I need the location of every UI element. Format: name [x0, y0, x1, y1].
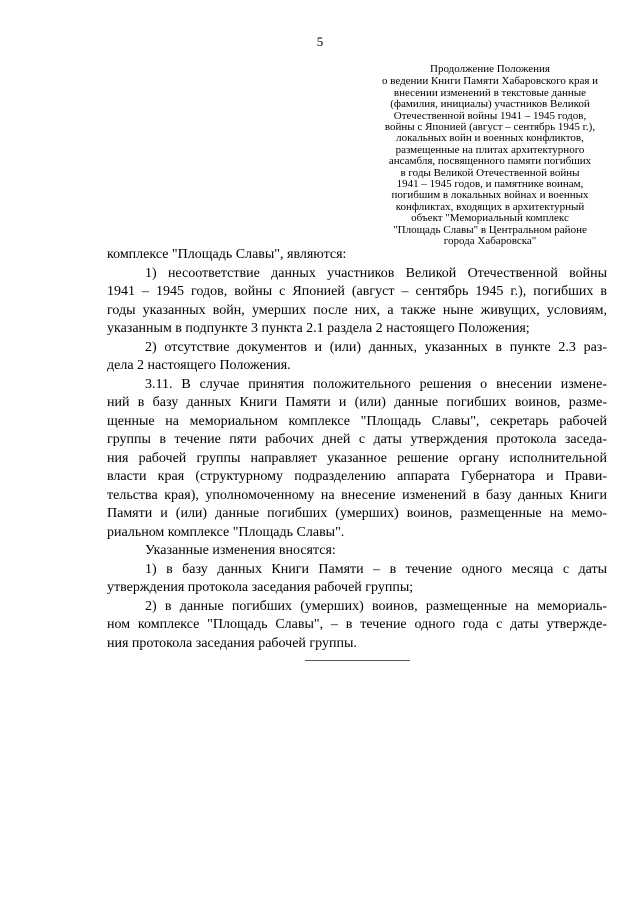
paragraph-changes-intro: [107, 542, 607, 561]
text-line: Памяти и (или) данные погибших (умерших) воинов, размещенные на мемо-: [107, 506, 607, 521]
paragraph-intro: [107, 246, 607, 265]
text-line: власти края (структурному подразделению аппарата Губернатора и Прави-: [107, 469, 607, 484]
header-line: (фамилия, инициалы) участников Великой: [390, 98, 590, 111]
text-line: указанным в подпункте 3 пункта 2.1 раздела 2 настоящего Положения;: [107, 321, 530, 336]
text-line: ния протокола заседания рабочей группы.: [107, 635, 357, 651]
header-line: ансамбля, посвященного памяти погибших: [388, 155, 592, 168]
end-divider-line: [305, 660, 410, 661]
header-line: объект "Мемориальный комплекс: [411, 212, 569, 225]
text-line: щенные на мемориальном комплексе "Площадь Славы", секретарь рабочей: [107, 413, 607, 429]
text-line: годы указанных войн, умерших после них, а также ныне живущих, условиям,: [107, 302, 607, 318]
text-line: комплексе "Площадь Славы", являются:: [107, 247, 347, 262]
header-line: "Площадь Славы" в Центральном районе: [393, 223, 587, 236]
text-line: ний в базу данных Книги Памяти и (или) данные погибших воинов, разме-: [107, 395, 607, 410]
text-line: 1) несоответствие данных участников Великой Отечественной войны: [145, 265, 607, 281]
header-line: 1941 – 1945 годов, и памятнике воинам,: [396, 178, 584, 191]
text-line: утверждения протокола заседания рабочей группы;: [107, 580, 414, 595]
text-line: 1941 – 1945 годов, войны с Японией (август – сентябрь 1945 г.), погибших в: [107, 284, 607, 299]
header-line: конфликтах, входящих в архитектурный: [395, 200, 585, 213]
text-line: 2) отсутствие документов и (или) данных, указанных в пункте 2.3 раз-: [145, 339, 607, 355]
header-line: в годы Великой Отечественной войны: [400, 166, 580, 179]
header-line: Отечественной войны 1941 – 1945 годов,: [393, 109, 587, 122]
header-title: Продолжение Положения: [430, 63, 550, 75]
header-line: о ведении Книги Памяти Хабаровского края и: [381, 75, 599, 88]
paragraph-item-2: [107, 339, 607, 376]
header-line: локальных войн и военных конфликтов,: [396, 132, 584, 145]
text-line: 2) в данные погибших (умерших) воинов, размещенные на мемориаль-: [145, 598, 607, 614]
text-line: ния рабочей группы направляет указанное решение органу исполнительной: [107, 450, 607, 466]
paragraph-change-2: [107, 598, 607, 654]
paragraph-change-1: [107, 561, 607, 598]
text-line: Указанные изменения вносятся:: [145, 543, 336, 558]
page-number: 5: [316, 34, 324, 49]
document-body: [107, 246, 607, 653]
text-line: тельства края), уполномоченному на внесение изменений в базу данных Книги: [107, 487, 607, 503]
header-line: города Хабаровска": [443, 235, 537, 248]
header-line: размещенные на плитах архитектурного: [395, 143, 585, 156]
text-line: ном комплексе "Площадь Славы", – в течение одного года с даты утвержде-: [107, 617, 607, 632]
paragraph-clause-3-11: [107, 376, 607, 543]
text-line: группы в течение пяти рабочих дней с даты утверждения протокола заседа-: [107, 432, 607, 447]
continuation-header: [356, 64, 624, 248]
text-line: 3.11. В случае принятия положительного решения о внесении измене-: [145, 376, 607, 392]
text-line: риальном комплексе "Площадь Славы".: [107, 524, 345, 540]
header-line: войны с Японией (август – сентябрь 1945 г.),: [384, 121, 596, 134]
text-line: 1) в базу данных Книги Памяти – в течение одного месяца с даты: [145, 561, 607, 577]
text-line: дела 2 настоящего Положения.: [107, 358, 291, 373]
header-line: погибшим в локальных войнах и военных: [391, 189, 589, 202]
header-line: внесении изменений в текстовые данные: [393, 86, 587, 99]
paragraph-item-1: [107, 265, 607, 339]
